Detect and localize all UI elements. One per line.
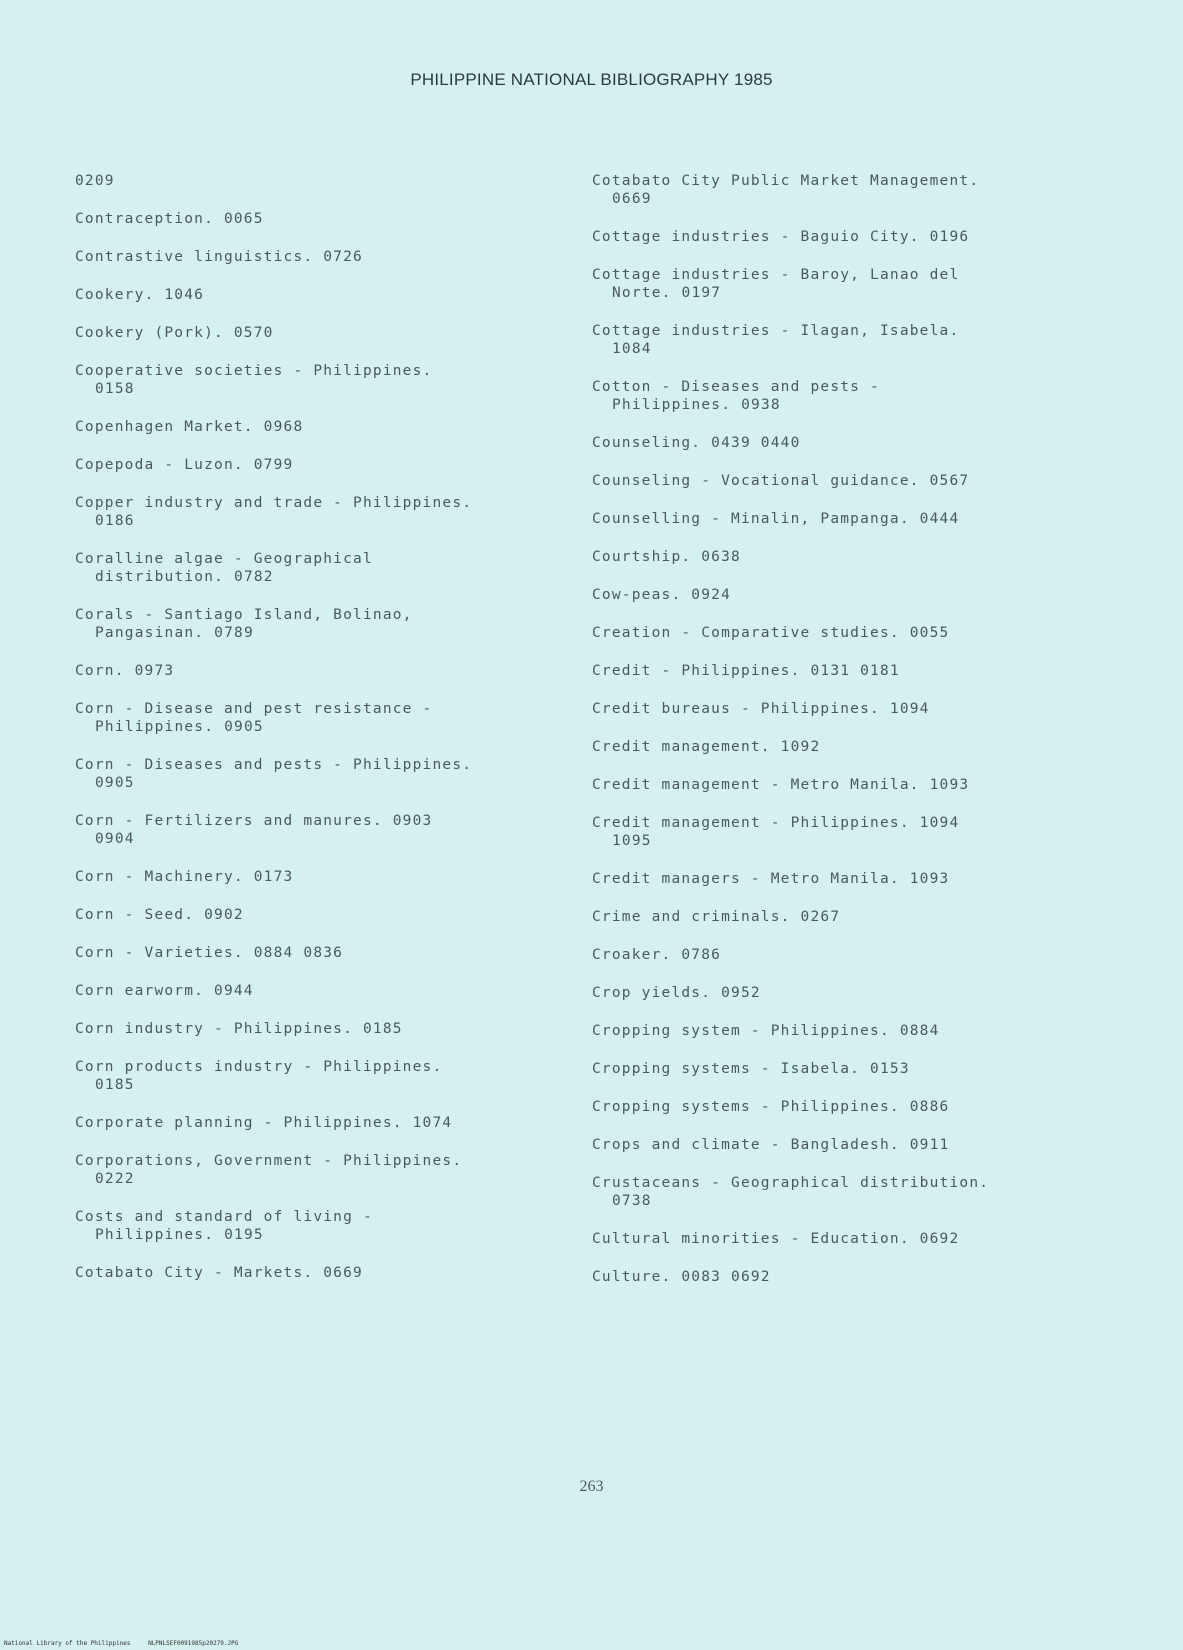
entry-heading: Corn industry - Philippines. 0185	[75, 1021, 403, 1037]
page-number: 263	[579, 1478, 604, 1495]
entry-heading: Counseling - Vocational guidance. 0567	[592, 473, 970, 489]
index-entry	[592, 378, 1072, 414]
entry-heading: Cropping systems - Philippines. 0886	[592, 1099, 950, 1115]
entry-heading: Cotabato City Public Market Management.	[592, 173, 980, 189]
index-entry	[75, 456, 555, 474]
entry-heading: Corporate planning - Philippines. 1074	[75, 1115, 453, 1131]
entry-heading: Credit management. 1092	[592, 739, 821, 755]
page-title: PHILIPPINE NATIONAL BIBLIOGRAPHY 1985	[410, 70, 773, 89]
index-entry	[592, 586, 1072, 604]
index-entry	[75, 418, 555, 436]
entry-heading: Corals - Santiago Island, Bolinao,	[75, 607, 413, 623]
index-entry	[592, 1174, 1072, 1210]
entry-heading: Corporations, Government - Philippines.	[75, 1153, 463, 1169]
entry-continuation: Philippines. 0195	[95, 1227, 264, 1243]
entry-continuation: Pangasinan. 0789	[95, 625, 254, 641]
entry-heading: Cotabato City - Markets. 0669	[75, 1265, 363, 1281]
entry-heading: Cookery (Pork). 0570	[75, 325, 274, 341]
index-entry	[592, 738, 1072, 756]
index-entry	[75, 906, 555, 924]
entry-heading: Corn - Fertilizers and manures. 0903	[75, 813, 433, 829]
index-entry	[592, 1230, 1072, 1248]
entry-continuation: 0905	[95, 775, 135, 791]
index-entry	[592, 776, 1072, 794]
index-entry	[592, 1268, 1072, 1286]
entry-continuation: Norte. 0197	[612, 285, 722, 301]
entry-continuation: 0738	[612, 1193, 652, 1209]
entry-heading: Crop yields. 0952	[592, 985, 761, 1001]
entry-heading: Cooperative societies - Philippines.	[75, 363, 433, 379]
index-entry	[592, 870, 1072, 888]
index-entry	[592, 662, 1072, 680]
entry-heading: Corn - Seed. 0902	[75, 907, 244, 923]
entry-heading: Creation - Comparative studies. 0055	[592, 625, 950, 641]
entry-heading: Cottage industries - Baguio City. 0196	[592, 229, 970, 245]
entry-heading: Copenhagen Market. 0968	[75, 419, 304, 435]
entry-heading: 0209	[75, 173, 115, 189]
index-entry	[75, 248, 555, 266]
entry-heading: Crops and climate - Bangladesh. 0911	[592, 1137, 950, 1153]
index-entry	[592, 266, 1072, 302]
index-entry	[592, 1136, 1072, 1154]
index-entry	[592, 814, 1072, 850]
entry-heading: Cropping systems - Isabela. 0153	[592, 1061, 910, 1077]
index-entry	[75, 868, 555, 886]
index-entry	[75, 362, 555, 398]
index-entry	[75, 1058, 555, 1094]
entry-heading: Cropping system - Philippines. 0884	[592, 1023, 940, 1039]
entry-continuation: 1084	[612, 341, 652, 357]
entry-heading: Cotton - Diseases and pests -	[592, 379, 880, 395]
index-entry	[75, 1208, 555, 1244]
index-entry	[592, 228, 1072, 246]
index-entry	[592, 1060, 1072, 1078]
index-entry	[592, 172, 1072, 208]
entry-continuation: 0185	[95, 1077, 135, 1093]
entry-heading: Corn earworm. 0944	[75, 983, 254, 999]
index-entry	[592, 984, 1072, 1002]
entry-heading: Coralline algae - Geographical	[75, 551, 373, 567]
entry-heading: Cultural minorities - Education. 0692	[592, 1231, 960, 1247]
index-entry	[592, 624, 1072, 642]
index-entry	[75, 756, 555, 792]
index-entry	[75, 1114, 555, 1132]
index-entry	[75, 550, 555, 586]
entry-continuation: distribution. 0782	[95, 569, 274, 585]
entry-heading: Contrastive linguistics. 0726	[75, 249, 363, 265]
entry-heading: Cow-peas. 0924	[592, 587, 732, 603]
index-entry	[75, 1264, 555, 1282]
entry-heading: Credit management - Philippines. 1094	[592, 815, 960, 831]
entry-heading: Croaker. 0786	[592, 947, 722, 963]
entry-heading: Cottage industries - Baroy, Lanao del	[592, 267, 960, 283]
entry-continuation: 0222	[95, 1171, 135, 1187]
entry-heading: Cookery. 1046	[75, 287, 205, 303]
index-entry	[592, 434, 1072, 452]
footer-credit	[4, 1640, 252, 1647]
entry-continuation: 0669	[612, 191, 652, 207]
index-entry	[75, 662, 555, 680]
index-entry	[592, 548, 1072, 566]
index-entry	[75, 324, 555, 342]
entry-heading: Corn. 0973	[75, 663, 175, 679]
index-entry	[75, 700, 555, 736]
index-entry	[592, 700, 1072, 718]
index-entry	[75, 286, 555, 304]
index-entry	[592, 946, 1072, 964]
entry-heading: Credit managers - Metro Manila. 1093	[592, 871, 950, 887]
entry-heading: Corn products industry - Philippines.	[75, 1059, 443, 1075]
index-entry	[75, 1152, 555, 1188]
entry-continuation: Philippines. 0938	[612, 397, 781, 413]
index-column-left	[75, 172, 555, 1302]
index-entry	[592, 510, 1072, 528]
index-entry	[75, 982, 555, 1000]
footer-library-name: National Library of the Philippines	[4, 1640, 131, 1647]
entry-heading: Corn - Machinery. 0173	[75, 869, 294, 885]
entry-heading: Copepoda - Luzon. 0799	[75, 457, 294, 473]
entry-heading: Cottage industries - Ilagan, Isabela.	[592, 323, 960, 339]
entry-heading: Corn - Disease and pest resistance -	[75, 701, 433, 717]
entry-continuation: Philippines. 0905	[95, 719, 264, 735]
entry-continuation: 0186	[95, 513, 135, 529]
entry-heading: Credit bureaus - Philippines. 1094	[592, 701, 930, 717]
entry-heading: Culture. 0083 0692	[592, 1269, 771, 1285]
entry-heading: Crime and criminals. 0267	[592, 909, 841, 925]
entry-heading: Contraception. 0065	[75, 211, 264, 227]
index-entry	[592, 322, 1072, 358]
index-entry	[75, 1020, 555, 1038]
entry-heading: Copper industry and trade - Philippines.	[75, 495, 473, 511]
index-entry	[592, 908, 1072, 926]
entry-heading: Costs and standard of living -	[75, 1209, 373, 1225]
entry-heading: Counseling. 0439 0440	[592, 435, 801, 451]
entry-heading: Corn - Diseases and pests - Philippines.	[75, 757, 473, 773]
index-entry	[75, 210, 555, 228]
index-column-right	[592, 172, 1072, 1306]
index-entry	[75, 172, 555, 190]
entry-heading: Corn - Varieties. 0884 0836	[75, 945, 344, 961]
entry-heading: Courtship. 0638	[592, 549, 741, 565]
index-entry	[75, 494, 555, 530]
index-entry	[592, 472, 1072, 490]
index-entry	[592, 1098, 1072, 1116]
index-entry	[75, 812, 555, 848]
entry-heading: Crustaceans - Geographical distribution.	[592, 1175, 990, 1191]
entry-heading: Counselling - Minalin, Pampanga. 0444	[592, 511, 960, 527]
footer-file-name: NLPNLSEF0091985p20279.JPG	[148, 1640, 239, 1647]
entry-continuation: 1095	[612, 833, 652, 849]
index-entry	[75, 606, 555, 642]
index-entry	[592, 1022, 1072, 1040]
entry-continuation: 0904	[95, 831, 135, 847]
index-entry	[75, 944, 555, 962]
entry-heading: Credit - Philippines. 0131 0181	[592, 663, 900, 679]
entry-heading: Credit management - Metro Manila. 1093	[592, 777, 970, 793]
entry-continuation: 0158	[95, 381, 135, 397]
